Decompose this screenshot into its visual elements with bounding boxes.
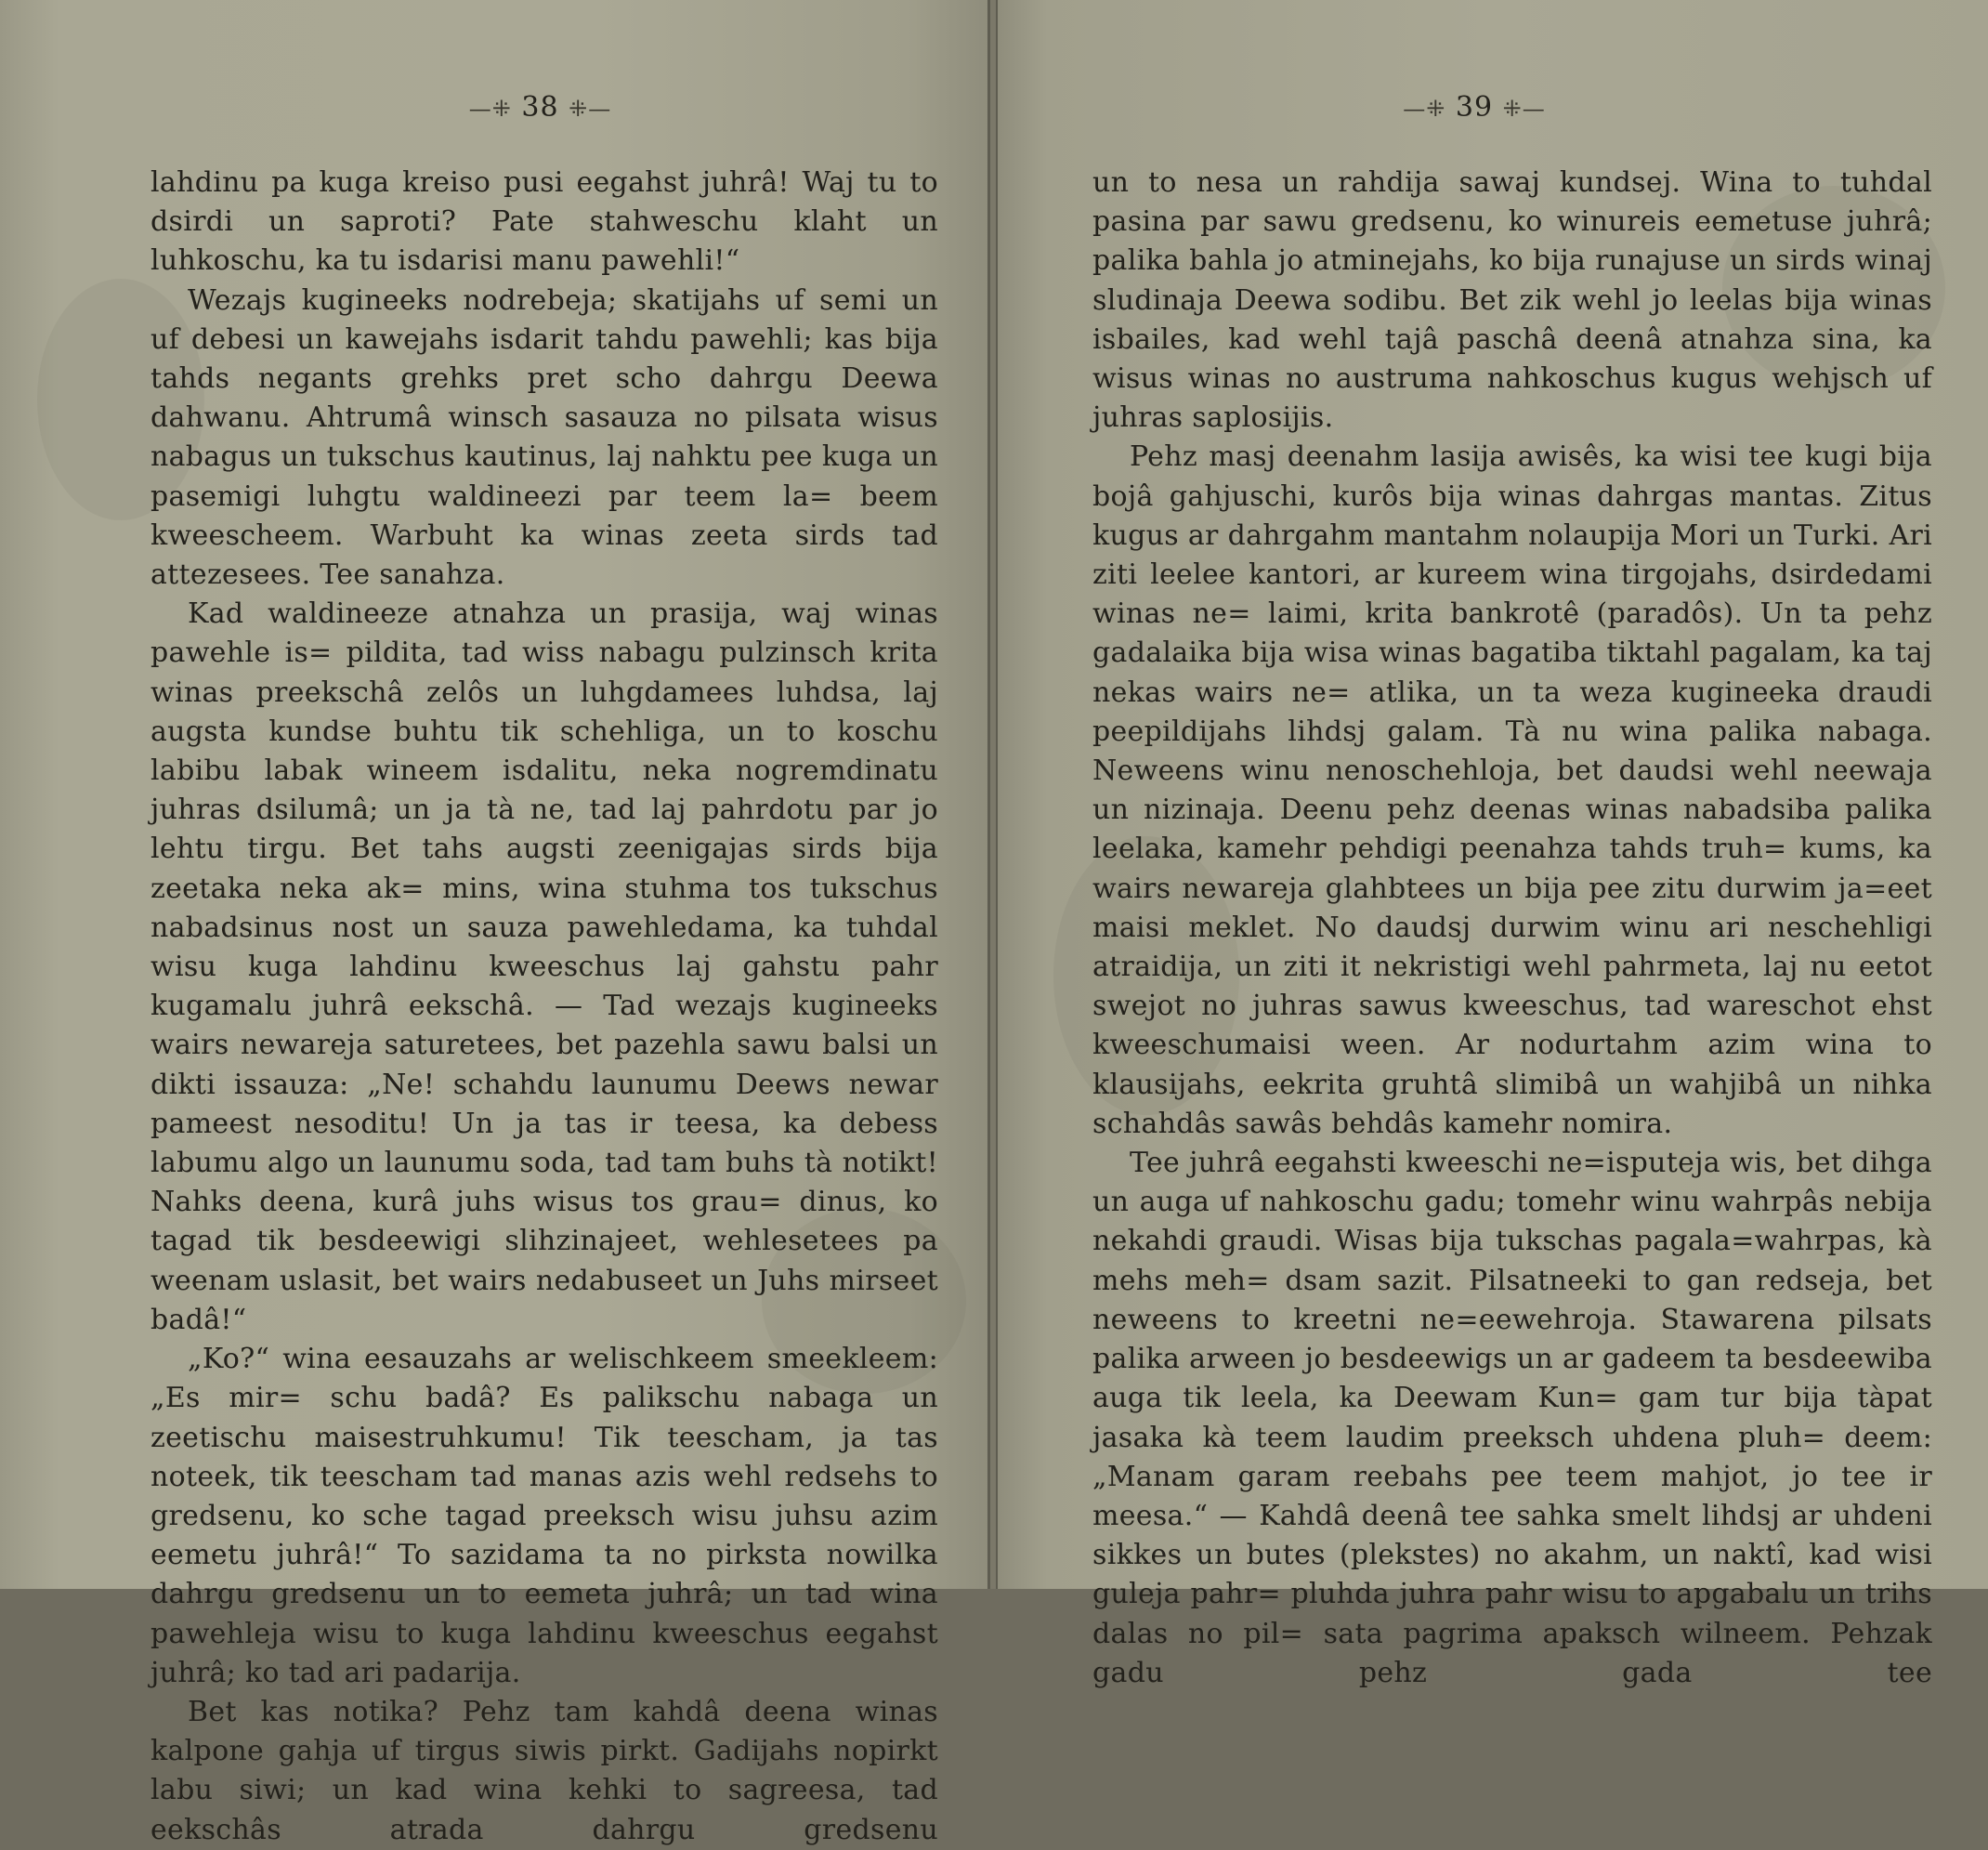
right-page bbox=[996, 0, 1988, 1689]
folio-number: 38 bbox=[521, 91, 559, 124]
right-page-text bbox=[1092, 164, 1932, 1693]
paragraph: Kad waldineeze atnahza un prasija, waj winas pawehle is= pildita, tad wiss nabagu pulzinsch krita winas preekschâ zelôs un luhgdamees luhdsa, laj augsta kundse buhtu tik schehliga, un to koschu labibu labak wineem isdalitu, neka nogremdinatu juhras dsilumâ; un ja tà ne, tad laj pahrdotu par jo lehtu tirgu. Bet tahs augsti zeenigajas sirds bija zeetaka neka ak= mins, wina stuhma tos tukschus nabadsinus nost un sauza pawehledama, ka tuhdal wisu kuga lahdinu kweeschus laj gahstu pahr kugamalu juhrâ eekschâ. — Tad wezajs kugineeks wairs newareja saturetees, bet pazehla sawu balsi un dikti issauza: „Ne! schahdu launumu Deews newar pameest nesoditu! Un ja tas ir teesa, ka debess labumu algo un launumu soda, tad tam buhs tà notikt! Nahks deena, kurâ juhs wisus tos grau= dinus, ko tagad tik besdeewigi slihzinajeet, wehlesetees pa weenam uslasit, bet wairs nedabuseet un Juhs mirseet badâ!“ bbox=[150, 597, 938, 1336]
page-number-right bbox=[979, 91, 1969, 124]
paragraph: un to nesa un rahdija sawaj kundsej. Wina to tuhdal pasina par sawu gredsenu, ko winureis eemetuse juhrâ; palika bahla jo atminejahs, ko bija runajuse un sirds winaj sludinaja Deewa sodibu. Bet zik wehl jo leelas bija winas isbailes, kad wehl tajâ paschâ deenâ atnahza sina, ka wisus winas no austruma nahkoschus kugus wehjsch uf juhras saplosijis. bbox=[1092, 166, 1932, 435]
paragraph: lahdinu pa kuga kreiso pusi eegahst juhrâ! Waj tu to dsirdi un saproti? Pate stahweschu klaht un luhkoschu, ka tu isdarisi manu pawehli!“ bbox=[150, 166, 938, 278]
ornament-icon: ⁜— bbox=[569, 96, 612, 122]
ornament-icon: —⁜ bbox=[468, 96, 512, 122]
left-page-text bbox=[150, 164, 938, 1850]
ornament-icon: —⁜ bbox=[1403, 96, 1446, 122]
folio-number: 39 bbox=[1455, 91, 1494, 124]
paragraph: Tee juhrâ eegahsti kweeschi ne=isputeja wis, bet dihga un auga uf nahkoschu gadu; tomehr winu wahrpâs nebija nekahdi graudi. Wisas bija tukschas pagala=wahrpas, kà mehs meh= dsam sazit. Pilsatneeki to gan redseja, bet neweens to kreetni ne=eewehroja. Stawarena pilsats palika arween jo besdeewigs un ar gadeem ta besdeewiba auga tik leela, ka Deewam Kun= gam tur bija tàpat jasaka kà teem laudim preeksch uhdena pluh= deem: „Manam garam reebahs pee teem mahjot, jo tee ir meesa.“ — Kahdâ deenâ tee sahka smelt lihdsj ar uhdeni sikkes un butes (plekstes) no akahm, un naktî, kad wisi guleja pahr= pluhda juhra pahr wisu to apgabalu un trihs dalas no pil= sata pagrima apaksch wilneem. Pehzak gadu pehz gada tee bbox=[1092, 1147, 1932, 1689]
paragraph: Pehz masj deenahm lasija awisês, ka wisi tee kugi bija bojâ gahjuschi, kurôs bija winas dahrgas mantas. Zitus kugus ar dahrgahm mantahm nolaupija Mori un Turki. Ari ziti leelee kantori, ar kureem wina tirgojahs, dsirdedami winas ne= laimi, krita bankrotê (paradôs). Un ta pehz gadalaika bija wisa winas bagatiba tiktahl pagalam, ka taj nekas wairs ne= atlika, un ta weza kugineeka draudi peepildijahs lihdsj galam. Tà nu wina palika nabaga. Neweens winu nenoschehloja, bet daudsi wehl neewaja un nizinaja. Deenu pehz deenas winas nabadsiba palika leelaka, kamehr pehdigi peenahza tahds truh= kums, ka wairs newareja glahbtees un bija pee zitu durwim ja=eet maisi meklet. No daudsj durwim winu ari neschehligi atraidija, un ziti it nekristigi wehl pahrmeta, laj nu eetot swejot no juhras sawus kweeschus, tad wareschot ehst kweeschumaisi ween. Ar nodurtahm azim wina to klausijahs, eekrita gruhtâ slimibâ un wahjibâ un nihka schahdâs sawâs behdâs kamehr nomira. bbox=[1092, 440, 1932, 1140]
paragraph: Wezajs kugineeks nodrebeja; skatijahs uf semi un uf debesi un kawejahs isdarit tahdu pawehli; kas bija tahds negants grehks pret scho dahrgu Deewa dahwanu. Ahtrumâ winsch sasauza no pilsata wisus nabagus un tukschus kautinus, laj nahktu pee kuga un pasemigi luhgtu waldineezi par teem la= beem kweescheem. Warbuht ka winas zeeta sirds tad attezesees. Tee sanahza. bbox=[150, 283, 938, 592]
page-number-left bbox=[46, 91, 1034, 124]
paragraph: Bet kas notika? Pehz tam kahdâ deena winas kalpone gahja uf tirgus siwis pirkt. Gadijahs nopirkt labu siwi; un kad wina kehki to sagreesa, tad eekschâs atrada dahrgu gredsenu bbox=[150, 1695, 938, 1846]
left-page bbox=[0, 0, 990, 1846]
paragraph: „Ko?“ wina eesauzahs ar welischkeem smeekleem: „Es mir= schu badâ? Es palikschu nabaga un zeetischu maisestruhkumu! Tik teescham, ja tas noteek, tik teescham tad manas azis wehl redsehs to gredsenu, ko sche tagad preeksch wisu juhsu azim eemetu juhrâ!“ To sazidama ta no pirksta nowilka dahrgu gredsenu un to eemeta juhrâ; un tad wina pawehleja wisu to kuga lahdinu kweeschus eegahst juhrâ; ko tad ari padarija. bbox=[150, 1343, 938, 1689]
ornament-icon: ⁜— bbox=[1502, 96, 1546, 122]
